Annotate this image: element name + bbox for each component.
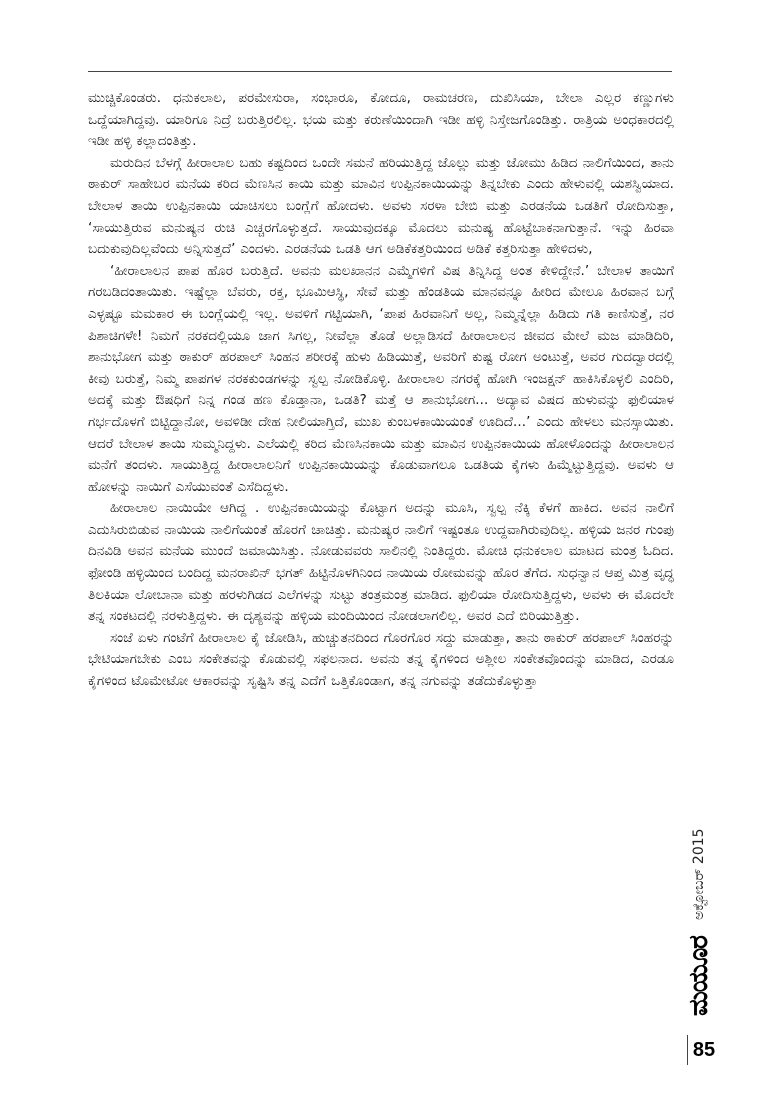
- header-rule: [88, 71, 672, 72]
- issue-date: ಅಕ್ಟೋಬರ್ 2015: [691, 828, 707, 920]
- article-paragraph-1: ಮುಚ್ಚಿಕೊಂಡರು. ಧನುಕಲಾಲ, ಪರಮೇಸುರಾ, ಸಂಭಾರೂ, ಕೋದೂ, ರಾಮಚರಣ, ದುಖಿಸಿಯಾ, ಬೇಲಾ ಎಲ್ಲರ ಕಣ್ಣುಗಳು ಒದ್ದೆಯಾಗಿದ್ದವು. ಯಾರಿಗೂ ನಿದ್ರೆ ಬರುತ್ತಿರಲಿಲ್ಲ. ಭಯ ಮತ್ತು ಕರುಣೆಯಿಂದಾಗಿ ಇಡೀ ಹಳ್ಳಿ ನಿಸ್ತೇಜಗೊಂಡಿತ್ತು. ರಾತ್ರಿಯ ಅಂಧಕಾರದಲ್ಲಿ ಇಡೀ ಹಳ್ಳಿ ಕಲ್ಲಾದಂತಿತ್ತು.: [88, 91, 674, 150]
- article-paragraph-2: ಮರುದಿನ ಬೆಳಗ್ಗೆ ಹೀರಾಲಾಲ ಬಹು ಕಷ್ಟದಿಂದ ಒಂದೇ ಸಮನೆ ಹರಿಯುತ್ತಿದ್ದ ಜೊಲ್ಲು ಮತ್ತು ಜೋಮು ಹಿಡಿದ ನಾಲಿಗೆಯಿಂದ, ತಾನು ಠಾಕುರ್ ಸಾಹೇಬರ ಮನೆಯ ಕರಿದ ಮೆಣಸಿನ ಕಾಯಿ ಮತ್ತು ಮಾವಿನ ಉಪ್ಪಿನಕಾಯಿಯನ್ನು ತಿನ್ನಬೇಕು ಎಂದು ಹೇಳುವಲ್ಲಿ ಯಶಸ್ವಿಯಾದ. ಬೇಲಾಳ ತಾಯಿ ಉಪ್ಪಿನಕಾಯಿ ಯಾಚಿಸಲು ಬಂಗ್ಲೆಗೆ ಹೋದಳು. ಅವಳು ಸರಳಾ ಬೇಬಿ ಮತ್ತು ಎರಡನೆಯ ಒಡತಿಗೆ ರೋದಿಸುತ್ತಾ, ‘ಸಾಯುತ್ತಿರುವ ಮನುಷ್ಯನ ರುಚಿ ಎಚ್ಚರಗೊಳ್ಳುತ್ತದೆ. ಸಾಯುವುದಕ್ಕೂ ಮೊದಲು ಮನುಷ್ಯ ಹೊಟ್ಟೆಬಾಕನಾಗುತ್ತಾನೆ. ಇನ್ನು ಹಿರವಾ ಬದುಕುವುದಿಲ್ಲವೆಂದು ಅನ್ನಿಸುತ್ತದೆ’ ಎಂದಳು. ಎರಡನೆಯ ಒಡತಿ ಆಗ ಅಡಿಕೆಕತ್ತರಿಯಿಂದ ಅಡಿಕೆ ಕತ್ತರಿಸುತ್ತಾ ಹೇಳಿದಳು,: [88, 155, 674, 258]
- article-paragraph-5: ಸಂಜೆ ಏಳು ಗಂಟೆಗೆ ಹೀರಾಲಾಲ ಕೈ ಜೋಡಿಸಿ, ಹುಚ್ಚುತನದಿಂದ ಗೊರಗೊರ ಸದ್ದು ಮಾಡುತ್ತಾ, ತಾನು ಠಾಕುರ್ ಹರಪಾಲ್ ಸಿಂಹರನ್ನು ಭೇಟಿಯಾಗಬೇಕು ಎಂಬ ಸಂಕೇತವನ್ನು ಕೊಡುವಲ್ಲಿ ಸಫಲನಾದ. ಅವನು ತನ್ನ ಕೈಗಳಿಂದ ಅಶ್ಲೀಲ ಸಂಕೇತವೊಂದನ್ನು ಮಾಡಿದ, ಎರಡೂ ಕೈಗಳಿಂದ ಟೊಮೇಟೋ ಆಕಾರವನ್ನು ಸೃಷ್ಟಿಸಿ ತನ್ನ ಎದೆಗೆ ಒತ್ತಿಕೊಂಡಾಗ, ತನ್ನ ನಗುವನ್ನು ತಡೆದುಕೊಳ್ಳುತ್ತಾ: [88, 630, 674, 690]
- magazine-logo: ಮಯೂರ: [684, 936, 714, 1016]
- article-body: [88, 88, 674, 693]
- page-number: 85: [692, 1039, 716, 1061]
- article-paragraph-4: ಹೀರಾಲಾಲ ನಾಯಿಯೇ ಆಗಿದ್ದ . ಉಪ್ಪಿನಕಾಯಿಯನ್ನು ಕೊಟ್ಟಾಗ ಅದನ್ನು ಮೂಸಿ, ಸ್ವಲ್ಪ ನೆಕ್ಕಿ ಕೆಳಗೆ ಹಾಕಿದ. ಅವನ ನಾಲಿಗೆ ಎದುಸಿರುಬಿಡುವ ನಾಯಿಯ ನಾಲಿಗೆಯಂತೆ ಹೊರಗೆ ಚಾಚಿತ್ತು. ಮನುಷ್ಯರ ನಾಲಿಗೆ ಇಷ್ಟಂತೂ ಉದ್ದವಾಗಿರುವುದಿಲ್ಲ. ಹಳ್ಳಿಯ ಜನರ ಗುಂಪು ದಿನವಿಡಿ ಅವನ ಮನೆಯ ಮುಂದೆ ಜಮಾಯಿಸಿತ್ತು. ನೋಡುವವರು ಸಾಲಿನಲ್ಲಿ ನಿಂತಿದ್ದರು. ಮೋಚಿ ಧನುಕಲಾಲ ಮಾಟದ ಮಂತ್ರ ಓದಿದ. ಫೋಂಡಿ ಹಳ್ಳಿಯಿಂದ ಬಂದಿದ್ದ ಮನರಾಖಿನ್ ಭಗತ್ ಹಿಟ್ಟಿನೊಳಗಿನಿಂದ ನಾಯಿಯ ರೋಮವನ್ನು ಹೊರ ತೆಗೆದ. ಸುಧನ್ವಾನ ಆಪ್ತ ಮಿತ್ರ ವೃದ್ಧ ತಿಲಕಿಯಾ ಲೋಬಾನಾ ಮತ್ತು ಹರಳುಗಿಡದ ಎಲೆಗಳನ್ನು ಸುಟ್ಟು ತಂತ್ರಮಂತ್ರ ಮಾಡಿದ. ಫುಲಿಯಾ ರೋದಿಸುತ್ತಿದ್ದಳು, ಅವಳು ಈ ಮೊದಲೇ ತನ್ನ ಸಂಕಟದಲ್ಲಿ ನರಳುತ್ತಿದ್ದಳು. ಈ ದೃಶ್ಯವನ್ನು ಹಳ್ಳಿಯ ಮಂದಿಯಿಂದ ನೋಡಲಾಗಲಿಲ್ಲ. ಅವರ ಎದೆ ಬಿರಿಯುತ್ತಿತ್ತು.: [88, 501, 674, 625]
- page-number-rule: [687, 1035, 688, 1065]
- magazine-sidebar: [684, 770, 714, 1025]
- article-paragraph-3: ‘ಹೀರಾಲಾಲನ ಪಾಪ ಹೊರ ಬರುತ್ತಿದೆ. ಅವನು ಮಲಖಾನನ ಎಮ್ಮೆಗಳಿಗೆ ವಿಷ ತಿನ್ನಿಸಿದ್ದ ಅಂತ ಕೇಳಿದ್ದೇನೆ.’ ಬೇಲಾಳ ತಾಯಿಗೆ ಗರಬಡಿದಂತಾಯಿತು. ಇಷ್ಟೆಲ್ಲಾ ಬೆವರು, ರಕ್ತ, ಭೂಮಿಆಸ್ಥಿ, ಸೇವೆ ಮತ್ತು ಹೆಂಡತಿಯ ಮಾನವನ್ನೂ ಹೀರಿದ ಮೇಲೂ ಹಿರವಾನ ಬಗ್ಗೆ ಎಳ್ಳಷ್ಟೂ ಮಮಕಾರ ಈ ಬಂಗ್ಲೆಯಲ್ಲಿ ಇಲ್ಲ. ಅವಳಿಗೆ ಗಟ್ಟಿಯಾಗಿ, ‘ಪಾಪ ಹಿರವಾನಿಗೆ ಅಲ್ಲ, ನಿಮ್ಮನ್ನೆಲ್ಲಾ ಹಿಡಿದು ಗತಿ ಕಾಣಿಸುತ್ತೆ, ನರ ಪಿಶಾಚಿಗಳೇ! ನಿಮಗೆ ನರಕದಲ್ಲಿಯೂ ಜಾಗ ಸಿಗಲ್ಲ, ನೀವೆಲ್ಲಾ ತೊಡೆ ಅಲ್ಲಾಡಿಸದೆ ಹೀರಾಲಾಲನ ಜೀವದ ಮೇಲೆ ಮಜ ಮಾಡಿದಿರಿ, ಶಾನುಭೋಗ ಮತ್ತು ಠಾಕುರ್ ಹರಪಾಲ್ ಸಿಂಹನ ಶರೀರಕ್ಕೆ ಹುಳು ಹಿಡಿಯುತ್ತೆ, ಅವರಿಗೆ ಕುಷ್ಟ ರೋಗ ಅಂಟುತ್ತೆ, ಅವರ ಗುದದ್ವಾರದಲ್ಲಿ ಕೀವು ಬರುತ್ತೆ, ನಿಮ್ಮ ಪಾಪಗಳ ನರಕಕುಂಡಗಳನ್ನು ಸ್ವಲ್ಪ ನೋಡಿಕೊಳ್ಳಿ. ಹೀರಾಲಾಲ ನಗರಕ್ಕೆ ಹೋಗಿ ಇಂಜಕ್ಷನ್ ಹಾಕಿಸಿಕೊಳ್ಳಲಿ ಎಂದಿರಿ, ಅದಕ್ಕೆ ಮತ್ತು ಔಷಧಿಗೆ ನಿನ್ನ ಗಂಡ ಹಣ ಕೊಡ್ತಾನಾ, ಒಡತಿ? ಮತ್ತೆ ಆ ಶಾನುಭೋಗ... ಅದ್ಯಾವ ವಿಷದ ಹುಳುವನ್ನು ಫುಲಿಯಾಳ ಗರ್ಭದೊಳಗೆ ಬಿಟ್ಟಿದ್ದಾನೋ, ಅವಳಿಡೀ ದೇಹ ನೀಲಿಯಾಗ್ತಿದೆ, ಮುಖ ಕುಂಬಳಕಾಯಿಯಂತೆ ಊದಿದೆ...’ ಎಂದು ಹೇಳಲು ಮನಸ್ಸಾಯಿತು. ಆದರೆ ಬೇಲಾಳ ತಾಯಿ ಸುಮ್ಮನಿದ್ದಳು. ಎಲೆಯಲ್ಲಿ ಕರಿದ ಮೆಣಸಿನಕಾಯಿ ಮತ್ತು ಮಾವಿನ ಉಪ್ಪಿನಕಾಯಿಯ ಹೋಳೊಂದನ್ನು ಹೀರಾಲಾಲನ ಮನೆಗೆ ತಂದಳು. ಸಾಯುತ್ತಿದ್ದ ಹೀರಾಲಾಲನಿಗೆ ಉಪ್ಪಿನಕಾಯಿಯನ್ನು ಕೊಡುವಾಗಲೂ ಒಡತಿಯ ಕೈಗಳು ಹಿಮ್ಮೆಟ್ಟುತ್ತಿದ್ದವು. ಅವಳು ಆ ಹೋಳನ್ನು ನಾಯಿಗೆ ಎಸೆಯುವಂತೆ ಎಸೆದಿದ್ದಳು.: [88, 263, 674, 495]
